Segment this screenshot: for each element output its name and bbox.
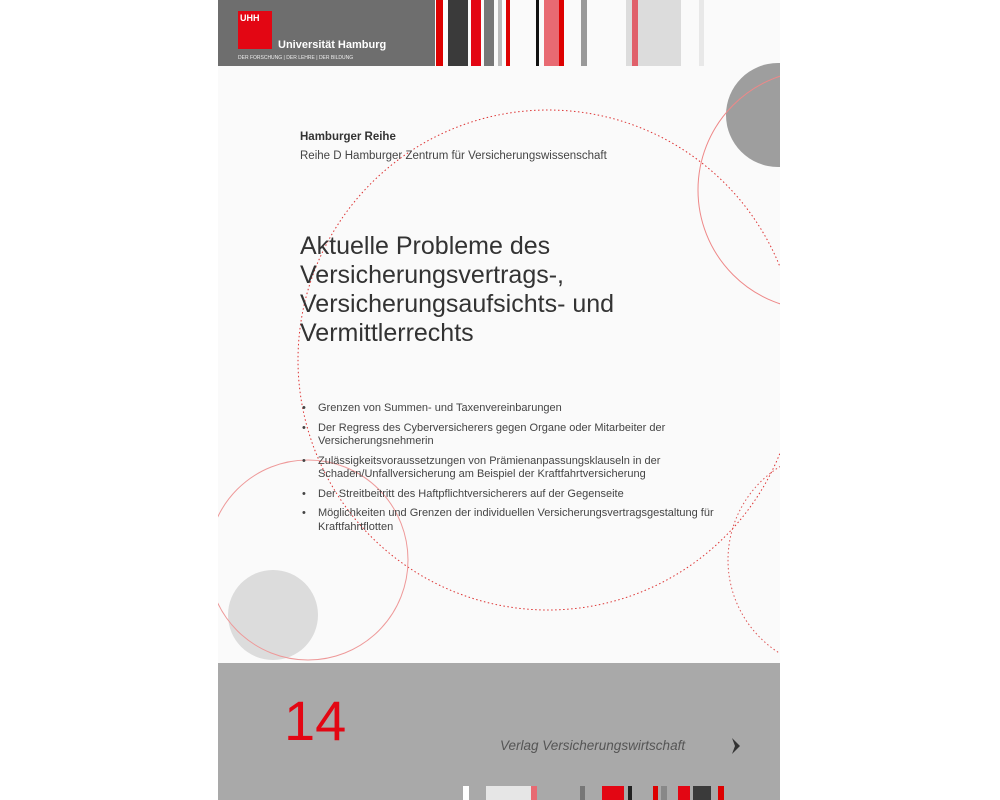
motto: DER FORSCHUNG | DER LEHRE | DER BILDUNG [238, 55, 354, 61]
topic-item: • Möglichkeiten und Grenzen der individuellen Versicherungsvertragsgestaltung für Kraftfahrtflotten [300, 507, 720, 534]
topic-item: • Der Regress des Cyberversicherers gegen Organe oder Mitarbeiter der Versicherungsnehmerin [300, 422, 720, 449]
topic-item: • Der Streitbeitritt des Haftpflichtversicherers auf der Gegenseite [300, 488, 720, 502]
series-name: Hamburger Reihe [300, 131, 396, 143]
volume-number: 14 [284, 689, 347, 752]
topic-item: • Grenzen von Summen- und Taxenvereinbarungen [300, 402, 720, 416]
book-title: Aktuelle Probleme des Versicherungsvertrags-, Versicherungsaufsichts- und Vermittlerrechts [300, 232, 615, 347]
publisher-name: Verlag Versicherungswirtschaft [500, 738, 686, 753]
university-name: Universität Hamburg [278, 39, 387, 51]
topic-list [300, 402, 720, 540]
header-bar [218, 0, 435, 66]
book-cover [218, 0, 780, 800]
uhh-logo: UHH [238, 11, 272, 49]
topic-item: • Zulässigkeitsvoraussetzungen von Prämienanpassungsklauseln in der Schaden/Unfallversicherung am Beispiel der Kraftfahrtversicherung [300, 455, 720, 482]
series-subtitle: Reihe D Hamburger Zentrum für Versicherungswissenschaft [300, 150, 607, 162]
